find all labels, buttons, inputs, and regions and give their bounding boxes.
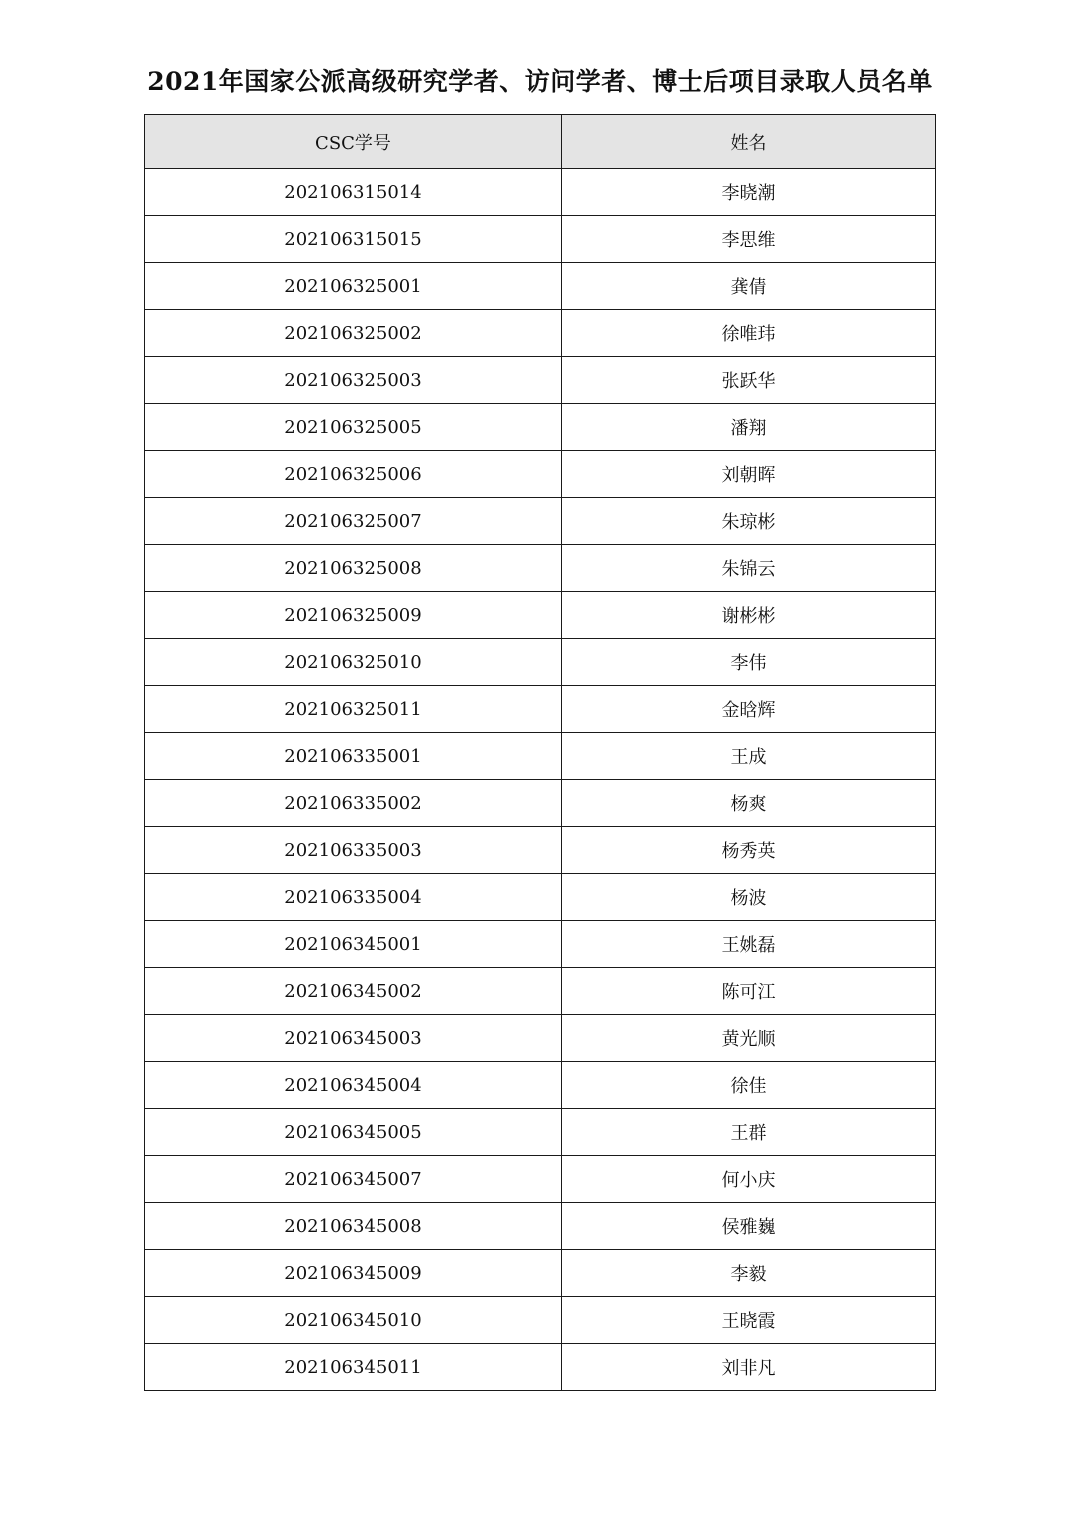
name-cell: 谢彬彬 [562, 592, 936, 639]
name-cell: 何小庆 [562, 1156, 936, 1203]
name-cell: 徐唯玮 [562, 310, 936, 357]
table-row [145, 357, 936, 404]
table-header-row [145, 115, 936, 169]
table-row [145, 263, 936, 310]
table-row [145, 639, 936, 686]
name-cell: 王晓霞 [562, 1297, 936, 1344]
csc-id-cell: 202106335001 [145, 733, 562, 780]
name-cell: 杨波 [562, 874, 936, 921]
table-row [145, 169, 936, 216]
csc-id-cell: 202106335002 [145, 780, 562, 827]
csc-id-cell: 202106335004 [145, 874, 562, 921]
csc-id-cell: 202106345004 [145, 1062, 562, 1109]
name-cell: 李思维 [562, 216, 936, 263]
name-cell: 杨秀英 [562, 827, 936, 874]
table-row [145, 874, 936, 921]
name-cell: 黄光顺 [562, 1015, 936, 1062]
admission-table [144, 114, 936, 1391]
name-cell: 陈可江 [562, 968, 936, 1015]
name-cell: 王成 [562, 733, 936, 780]
table-row [145, 686, 936, 733]
csc-id-cell: 202106325008 [145, 545, 562, 592]
name-cell: 潘翔 [562, 404, 936, 451]
csc-id-cell: 202106335003 [145, 827, 562, 874]
csc-id-cell: 202106325003 [145, 357, 562, 404]
name-cell: 李伟 [562, 639, 936, 686]
table-row [145, 592, 936, 639]
name-cell: 王群 [562, 1109, 936, 1156]
table-row [145, 827, 936, 874]
table-row [145, 451, 936, 498]
csc-id-cell: 202106345003 [145, 1015, 562, 1062]
name-cell: 龚倩 [562, 263, 936, 310]
name-cell: 王姚磊 [562, 921, 936, 968]
column-header-csc-id: CSC学号 [145, 115, 562, 169]
table-row [145, 1109, 936, 1156]
name-cell: 朱锦云 [562, 545, 936, 592]
page-title: 2021年国家公派高级研究学者、访问学者、博士后项目录取人员名单 [147, 67, 933, 96]
table-row [145, 545, 936, 592]
csc-id-cell: 202106345010 [145, 1297, 562, 1344]
csc-id-cell: 202106345008 [145, 1203, 562, 1250]
csc-id-cell: 202106315014 [145, 169, 562, 216]
table-row [145, 1203, 936, 1250]
name-cell: 刘非凡 [562, 1344, 936, 1391]
csc-id-cell: 202106345011 [145, 1344, 562, 1391]
name-cell: 金晗辉 [562, 686, 936, 733]
name-cell: 张跃华 [562, 357, 936, 404]
column-header-name: 姓名 [562, 115, 936, 169]
name-cell: 徐佳 [562, 1062, 936, 1109]
table-row [145, 498, 936, 545]
name-cell: 侯雅巍 [562, 1203, 936, 1250]
table-row [145, 216, 936, 263]
csc-id-cell: 202106325010 [145, 639, 562, 686]
csc-id-cell: 202106345007 [145, 1156, 562, 1203]
table-row [145, 1297, 936, 1344]
name-cell: 李晓潮 [562, 169, 936, 216]
csc-id-cell: 202106325009 [145, 592, 562, 639]
table-row [145, 780, 936, 827]
table-row [145, 1015, 936, 1062]
table-row [145, 1062, 936, 1109]
table-row [145, 1344, 936, 1391]
csc-id-cell: 202106325006 [145, 451, 562, 498]
table-row [145, 1250, 936, 1297]
csc-id-cell: 202106325011 [145, 686, 562, 733]
csc-id-cell: 202106325001 [145, 263, 562, 310]
name-cell: 杨爽 [562, 780, 936, 827]
table-row [145, 1156, 936, 1203]
table-row [145, 310, 936, 357]
csc-id-cell: 202106325005 [145, 404, 562, 451]
table-row [145, 404, 936, 451]
csc-id-cell: 202106345002 [145, 968, 562, 1015]
csc-id-cell: 202106345009 [145, 1250, 562, 1297]
csc-id-cell: 202106315015 [145, 216, 562, 263]
name-cell: 朱琼彬 [562, 498, 936, 545]
csc-id-cell: 202106345001 [145, 921, 562, 968]
name-cell: 李毅 [562, 1250, 936, 1297]
csc-id-cell: 202106325007 [145, 498, 562, 545]
table-row [145, 921, 936, 968]
csc-id-cell: 202106325002 [145, 310, 562, 357]
table-body [145, 169, 936, 1391]
csc-id-cell: 202106345005 [145, 1109, 562, 1156]
table-row [145, 968, 936, 1015]
name-cell: 刘朝晖 [562, 451, 936, 498]
table-row [145, 733, 936, 780]
